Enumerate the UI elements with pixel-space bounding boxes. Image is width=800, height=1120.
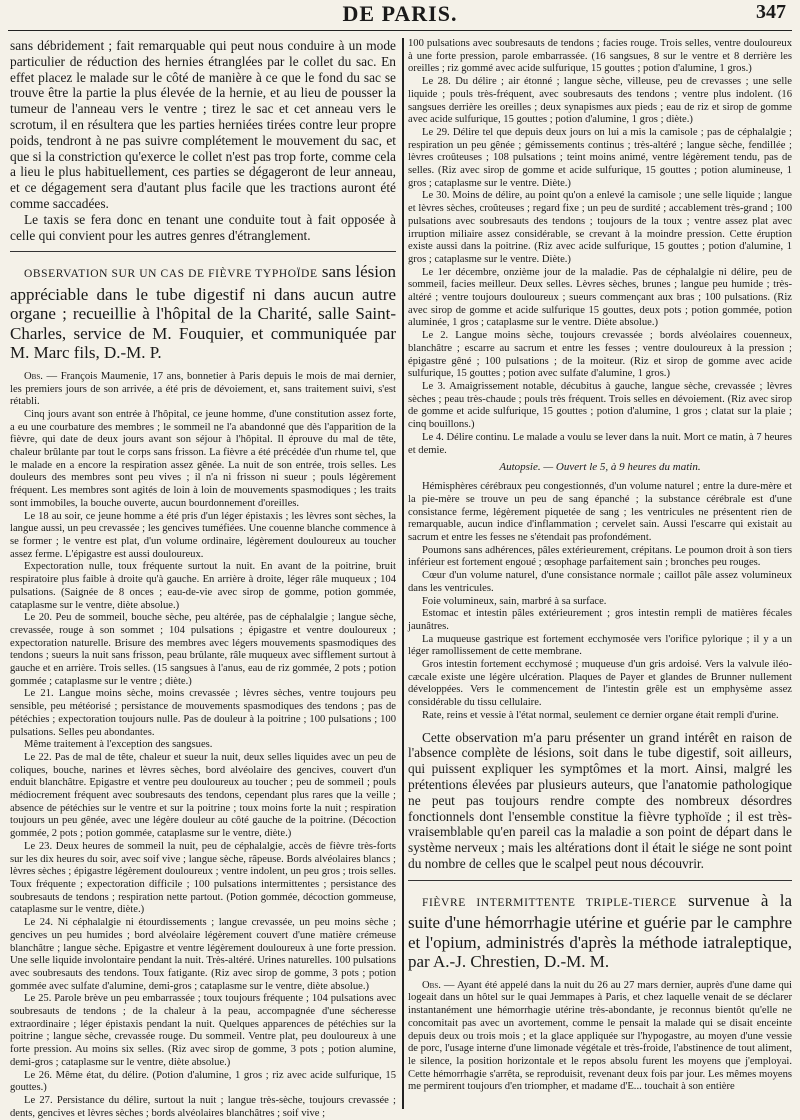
observation-title-caps: OBSERVATION SUR UN CAS DE FIÈVRE TYPHOÏDE: [24, 268, 318, 281]
observation-paragraph: Le 18 au soir, ce jeune homme a été pris d'un léger épistaxis ; les lèvres sont sèches, la langue aussi, un peu crevassée ; les gencives tuméfiées. Une couenne blanche commence à se former ; le ventre est plat, d'un volume ordinaire, légèrement douloureux au toucher assez ferme. L'épigastre est aussi douloureux.: [10, 510, 396, 560]
autopsy-paragraph: Hémisphères cérébraux peu congestionnés, d'un volume naturel ; entre la dure-mère et la pie-mère se trouve un peu de sang épanché ; la substance cérébrale est d'une consistance ferme, légèrement piquetée de sang ; les ventricules ne présentent rien de remarquable, aucun indice d'inflammation ; cervelet sain. Aussi l'escarre qui existait au sacrum et entre les fesses ne s'étendait pas profondément.: [408, 481, 792, 544]
section-separator: [408, 880, 792, 881]
clinical-paragraph: Le 30. Moins de délire, au point qu'on a enlevé la camisole ; une selle liquide ; langue et lèvres sèches, croûteuses ; regard fixe ; un peu de surdité ; accablement très-grand ; 100 pulsations avec soubresauts des tendons ; toujours de la toux ; ventre assez plat avec irruption miliaire assez considérable, se crevant à la moindre pression. Cette éruption existe aussi dans la poitrine. (Riz avec acide sulfurique, 15 gouttes ; potion d'alumine, 1 gros ; cataplasme sur le ventre. Diète.): [408, 190, 792, 265]
clinical-paragraph: Le 1er décembre, onzième jour de la maladie. Pas de céphalalgie ni délire, peu de sommeil, facies meilleur. Deux selles. Lèvres sèches, brunes ; langue peu humide ; très-altéré ; ventre toujours douloureux ; sueurs commençant aux bras ; 100 pulsations. (Riz avec sirop de gomme et acide sulfurique 15 gouttes, deux pots ; potion gommée, potion aluminée, 1 gros ; cataplasme sur le ventre. Diète absolue.): [408, 266, 792, 329]
intro-paragraph: Le taxis se fera donc en tenant une conduite tout à fait opposée à celle qui convient pour les autres genres d'étranglement.: [10, 211, 396, 243]
observation-paragraph: Cinq jours avant son entrée à l'hôpital, ce jeune homme, d'une constitution assez forte, a eu une courbature des membres ; le sommeil ne l'a abandonné que dès l'apparition de la fièvre, qui date de deux jours avant son séjour à l'hôpital. Il éprouve du mal de tête, chaleur brûlante par tout le corps sans frisson. La fièvre a été précédée d'un rhume tel, que le malade en a encore la respiration assez gênée. La nuit de son entrée, trois selles. Les douleurs des membres sont peu vives ; il n'a ni frisson ni sueur ; pouls légèrement fréquent. Les membres sont agités de loin à loin de mouvements spasmodiques ; les traits sont immobiles, la bouche ouverte, aucun bourdonnement d'oreilles.: [10, 408, 396, 509]
clinical-paragraph: 100 pulsations avec soubresauts de tendons ; facies rouge. Trois selles, ventre douloureux à une forte pression, parole embarrassée. (16 sangsues, 8 sur le ventre et 8 derrière les oreilles ; riz gommé avec acide sulfurique, 15 gouttes ; potion d'alumine, 1 gros.): [408, 38, 792, 75]
autopsy-paragraph: Poumons sans adhérences, pâles extérieurement, crépitans. Le poumon droit à son tiers inférieur est fortement engoué ; œsophage parfaitement sain ; bronches peu rouges.: [408, 544, 792, 569]
section-separator: [10, 251, 396, 252]
observation-paragraph: Expectoration nulle, toux fréquente surtout la nuit. En avant de la poitrine, bruit respiratoire plus faible à droite qu'à gauche. En arrière à droite, léger râle muqueux ; 104 pulsations. (Saignée de 8 onces ; eau-de-vie avec sirop de gomme, potion gommée, cataplasme sur le ventre, diète absolue.): [10, 561, 396, 611]
observation-paragraph: Le 21. Langue moins sèche, moins crevassée ; lèvres sèches, ventre toujours peu sensible, peu météorisé ; persistance de mouvements spasmodiques des tendons ; pas de pétéchies ; expectoration toujours nulle. Pas de douleur à la poitrine ; 100 pulsations ; 100 pulsations. Selles peu abondantes.: [10, 688, 396, 738]
obs-label: Obs.: [24, 370, 43, 382]
autopsy-paragraph: Cœur d'un volume naturel, d'une consistance normale ; caillot pâle assez volumineux dans les ventricules.: [408, 570, 792, 594]
clinical-paragraph: Le 29. Délire tel que depuis deux jours on lui a mis la camisole ; pas de céphalalgie ; respiration un peu gênée ; gémissements continus ; très-altéré ; langue sèche, fendillée ; lèvres croûteuses ; 108 pulsations ; teint moins animé, ventre légèrement tendu, pas de selles. (Riz avec sirop de gomme et acide sulfurique, 15 gouttes ; potion alumineuse, 1 gros ; cataplasme sur le ventre. Diète.): [408, 126, 792, 189]
autopsy-paragraph: Foie volumineux, sain, marbré à sa surface.: [422, 595, 607, 607]
right-column: [408, 38, 792, 1111]
clinical-paragraph: Le 3. Amaigrissement notable, décubitus à gauche, langue sèche, crevassée ; lèvres sèches ; peau très-chaude ; pouls très fréquent. Trois selles en dévoiement. (Riz avec sirop de gomme et acide sulfurique, 15 gouttes ; potion d'alumine, 1 gros ; clatat sur la plaie ; cinq bouillons.): [408, 380, 792, 431]
observation-paragraph: Le 20. Peu de sommeil, bouche sèche, peu altérée, pas de céphalalgie ; langue sèche, crevassée, rouge à son sommet ; 104 pulsations ; épigastre et ventre douloureux ; expectoration naturelle. Brisure des membres avec légers mouvements spasmodiques des tendons ; sueurs la nuit sans frisson, peau brûlante, râle muqueux avec sifflement surtout à gauche et en arrière. Trois selles. (15 sangsues à l'anus, eau de riz gommée, 2 pots ; potion gommée ; cataplasme sur le ventre ; diète.): [10, 612, 396, 687]
autopsy-paragraph: La muqueuse gastrique est fortement ecchymosée vers l'orifice pylorique ; il y a un léger ramollissement de cette membrane.: [408, 633, 792, 658]
commentary-paragraph: Cette observation m'a paru présenter un grand intérêt en raison de l'absence complète de lésions, soit dans le tube digestif, soit ailleurs, qui puissent expliquer les symptômes et la mort. Ainsi, malgré les prétentions élevées par plusieurs auteurs, que l'anatomie pathologique ne peut pas toujours rendre compte des nombreux désordres fonctionnels dont l'ensemble constitue la fièvre typhoïde ; il est très-vraisemblable qu'en pareil cas la maladie a son point de départ dans le système nerveux ; mais les altérations dont il était le siége ne sont point du nombre de celles que le scalpel peut nous découvrir.: [408, 729, 792, 871]
autopsy-heading: Autopsie. — Ouvert le 5, à 9 heures du matin.: [499, 461, 701, 474]
observation-paragraph: Le 25. Parole brève un peu embarrassée ; toux toujours fréquente ; 104 pulsations avec soubresauts de tendons ; de la chaleur à la peau, accompagnée d'une sécheresse extraordinaire ; léger épistaxis pendant la nuit. Quelques apparences de pétéchies sur la poitrine ; langue sèche, crevassée rouge. Du sommeil. Ventre plat, peu douloureux à une forte pression. Au moins six selles. (Riz avec sirop de gomme, 3 pots ; potion alumine, demi-gros ; cataplasme sur le ventre, diète absolue.): [10, 993, 396, 1068]
page-number: 347: [756, 1, 786, 23]
observation-title-rest: survenue à la suite d'une hémorrhagie utérine et guérie par le camphre et l'opium, administrés d'après la méthode iatraleptique, par A.-J. Chrestien, D.-M. M.: [408, 890, 793, 972]
observation-title: [408, 891, 792, 972]
running-title: DE PARIS.: [342, 1, 458, 26]
clinical-paragraph: Le 4. Délire continu. Le malade a voulu se lever dans la nuit. Mort ce matin, à 7 heures et demie.: [408, 431, 792, 456]
page-header: [0, 0, 800, 30]
observation-title-caps: FIÈVRE INTERMITTENTE TRIPLE-TIERCE: [422, 896, 677, 909]
header-rule: [8, 30, 792, 31]
observation-paragraph: Le 24. Ni céphalalgie ni étourdissements ; langue crevassée, un peu moins sèche ; gencives un peu humides ; bord alvéolaire légèrement couvert d'une matière crémeuse blanchâtre ; langue sèche. Epigastre et ventre légèrement douloureux à une forte pression. Une selle liquide involontaire pendant la nuit. Très-altéré. Urines naturelles. 100 pulsations avec soubresauts des tendons. Toux fatigante. (Riz avec sirop de gomme, 3 pots ; potion gommée avec sulfate d'alumine, demi-gros ; cataplasme sur le ventre, diète absolue.): [10, 917, 396, 992]
observation-title: [10, 262, 396, 363]
obs-label: Obs.: [422, 979, 441, 991]
observation-paragraph: Obs. — Ayant été appelé dans la nuit du 26 au 27 mars dernier, auprès d'une dame qui logeait dans un hôtel sur le quai Jemmapes à Paris, et chez laquelle venait de se déclarer instantanément une hémorrhagie utérine très-abondante, je reconnus bientôt qu'elle ne concomitait pas avec un avortement, comme le pensait la malade qui se disait enceinte depuis deux ou trois mois ; et la glace appliquée sur l'hypogastre, au moyen d'une vessie de porc, l'usage interne d'une limonade végétale et très-froide, l'abstinence de tout aliment, le silence, la position horizontale et le repos absolu furent les moyens que j'employai. Cette hémorrhagie s'arrêta, se reproduisit, revenant deux fois par jour. Les mêmes moyens me permirent toujours d'en triompher, et madame d'E... touchait à son entière: [408, 979, 792, 1093]
observation-paragraph: Obs. — François Maumenie, 17 ans, bonnetier à Paris depuis le mois de mai dernier, les premiers jours de son arrivée, a été pris de dévoiement, et, sans traitement suivi, s'est rétabli.: [10, 370, 396, 408]
clinical-paragraph: Le 2. Langue moins sèche, toujours crevassée ; bords alvéolaires couenneux, blanchâtre ; escarre au sacrum et entre les fesses ; ventre douloureux à la pression ; épigastre gêné ; 100 pulsations ; de la moiteur. (Riz et sirop de gomme avec acide sulfurique, 15 gouttes ; potion avec sulfate d'alumine, 1 gros.): [408, 330, 792, 380]
intro-paragraph: sans débridement ; fait remarquable qui peut nous conduire à un mode particulier de réduction des hernies étranglées par le collet du sac. En effet placez le malade sur le côté de manière à ce que le fond du sac se trouve être la partie la plus élevée de la hernie, et au lieu de pousser la tumeur de l'anneau vers le ventre ; tirez le sac et cet anneau vers le scrotum, il en résultera que les parties herniées tirées contre leur propre poids, tendront à ne pas suivre complétement le mouvement du sac, et que si la constriction qu'exerce le collet n'est pas trop forte, comme cela a lieu le plus habituellement, ces parties se dégageront de leur anneau, et ce dégagement sera d'autant plus facile que les tractions auront été comme saccadées.: [10, 38, 396, 211]
autopsy-paragraph: Rate, reins et vessie à l'état normal, seulement ce dernier organe était rempli d'urine.: [422, 709, 779, 721]
observation-paragraph: Le 22. Pas de mal de tête, chaleur et sueur la nuit, deux selles liquides avec un peu de coliques, bouche, narines et lèvres sèches, bord alvéolaire des gencives, couvert d'un enduit blanchâtre. Epigastre et ventre peu douloureux au toucher ; peu de sommeil ; pouls médiocrement fréquent avec soubresauts des tendons, cependant plus rares que la veille ; absence de pétéchies sur le ventre et sur la poitrine ; toux moins forte la nuit ; respiration toujours un peu gênée, avec une légère douleur au côté gauche de la poitrine. (Décoction gommée, 2 pots ; potion gommée, cataplasme sur le ventre, diète.): [10, 751, 396, 840]
observation-paragraph: Le 27. Persistance du délire, surtout la nuit ; langue très-sèche, toujours crevassée ; dents, gencives et lèvres sèches ; bords alvéolaires blanchâtres ; soif vive ;: [10, 1094, 396, 1119]
observation-title-rest: sans lésion appréciable dans le tube digestif ni dans aucun autre organe ; recueillie à l'hôpital de la Charité, salle Saint-Charles, service de M. Fouquier, et communiquée par M. Marc fils, D.-M. P.: [10, 262, 397, 363]
observation-paragraph: Le 23. Deux heures de sommeil la nuit, peu de céphalalgie, accès de fièvre très-forts sur les dix heures du soir, avec soif vive ; langue sèche, râpeuse. Bords alvéolaires blancs ; lèvres sèches ; épigastre légèrement douloureux ; ventre indolent, un peu gros ; trois selles. Toux fréquente ; expectoration difficile ; 100 pulsations intermittentes ; persistance des soubresauts de tendons ; respiration nette partout. (Potion gommée, décoction gommeuse, cataplasme sur le ventre, diète.): [10, 840, 396, 916]
left-column: [10, 38, 397, 1119]
autopsy-paragraph: Estomac et intestin pâles extérieurement ; gros intestin rempli de matières fécales jaunâtres.: [408, 608, 792, 632]
observation-paragraph: Le 26. Même état, du délire. (Potion d'alumine, 1 gros ; riz avec acide sulfurique, 15 gouttes.): [10, 1069, 396, 1094]
column-divider: [402, 38, 404, 1109]
clinical-paragraph: Le 28. Du délire ; air étonné ; langue sèche, villeuse, peu de crevasses ; une selle liquide ; pouls très-fréquent, avec soubresauts des tendons ; ventre plus indolent. (16 sangsues derrière les oreilles ; deux synapismes aux pieds ; eau de riz et sirop de gomme avec acide sulfurique, 15 gouttes ; potion d'alumine, 1 gros ; diète.): [408, 76, 792, 126]
autopsy-paragraph: Gros intestin fortement ecchymosé ; muqueuse d'un gris ardoisé. Vers la valvule iléo-cæcale existe une légère ulcération. Plaques de Payer et glandes de Brunner nullement développées. Vers le commencement de l'intestin grêle est un emphysème assez considérable du tissu cellulaire.: [408, 659, 792, 709]
observation-paragraph: Même traitement à l'exception des sangsues.: [24, 739, 213, 751]
